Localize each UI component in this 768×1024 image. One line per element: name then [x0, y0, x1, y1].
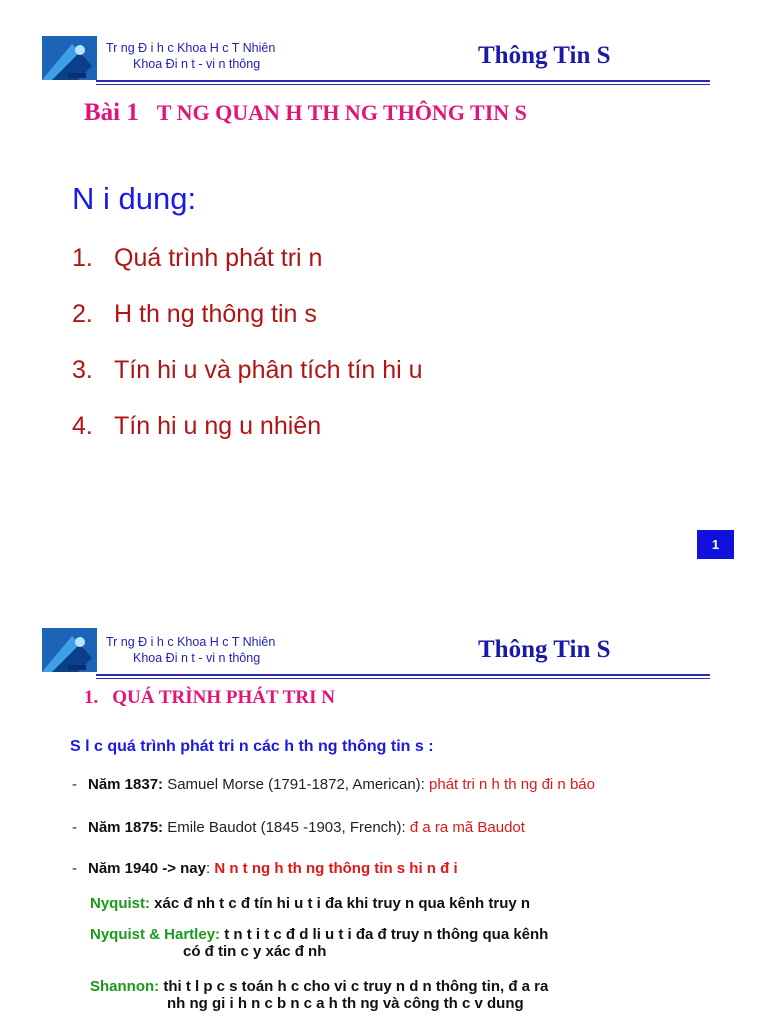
contributor-entry: Nyquist: xác đ nh t c đ tín hi u t i đa khi truy n qua kênh truy n [90, 895, 531, 912]
header-rule [96, 80, 710, 82]
contents-heading: N i dung: [72, 181, 197, 216]
toc-item: 2. H th ng thông tin s [72, 300, 317, 328]
lesson-name: T NG QUAN H TH NG THÔNG TIN S [156, 100, 527, 125]
course-brand: Thông Tin S [478, 636, 611, 663]
highlight-text: N n t ng h th ng thông tin s hi n đ i [214, 860, 458, 877]
header-rule-thin [96, 678, 710, 679]
slide-2 [0, 592, 768, 1024]
history-subheading: S l c quá trình phát tri n các h th ng thông tin s : [70, 738, 434, 755]
header-rule-thin [96, 84, 710, 85]
school-name [106, 40, 275, 72]
toc-item: 1. Quá trình phát tri n [72, 244, 323, 272]
contributor-name: Shannon: [90, 978, 160, 995]
contributor-entry: Shannon: thi t l p c s toán h c cho vi c truy n d n thông tin, đ a ra nh ng gi i h n c b n c a h th ng và công th c v dung [90, 978, 549, 1012]
university-logo-icon [42, 36, 97, 80]
contributor-entry: Nyquist & Hartley: t n t i t c đ d li u t i đa đ truy n thông qua kênh có đ tin c y xác đ nh [90, 926, 549, 960]
school-line-2: Khoa Đi n t - vi n thông [133, 57, 261, 71]
lesson-title [84, 99, 527, 127]
school-line-1: Tr ng Đ i h c Khoa H c T Nhiên [106, 635, 276, 649]
toc-item: 4. Tín hi u ng u nhiên [72, 412, 322, 440]
school-line-1: Tr ng Đ i h c Khoa H c T Nhiên [106, 41, 276, 55]
history-bullet: - Năm 1837: Samuel Morse (1791-1872, American): phát tri n h th ng đi n báo [72, 776, 595, 793]
toc-item: 3. Tín hi u và phân tích tín hi u [72, 356, 423, 384]
contributor-name: Nyquist & Hartley: [90, 926, 221, 943]
header-rule [96, 674, 710, 676]
school-line-2: Khoa Đi n t - vi n thông [133, 651, 261, 665]
highlight-text: đ a ra mã Baudot [409, 819, 525, 836]
contributor-name: Nyquist: [90, 895, 150, 912]
school-name [106, 634, 275, 666]
lesson-number: Bài 1 [84, 99, 139, 126]
year-label: Năm 1875: [88, 819, 164, 836]
highlight-text: phát tri n h th ng đi n báo [429, 776, 595, 793]
page-number-badge: 1 [697, 530, 734, 559]
year-label: Năm 1940 -> nay [88, 860, 206, 877]
course-brand: Thông Tin S [478, 42, 611, 69]
history-bullet: - Năm 1875: Emile Baudot (1845 -1903, French): đ a ra mã Baudot [72, 819, 525, 836]
section-name: QUÁ TRÌNH PHÁT TRI N [112, 687, 336, 708]
university-logo-icon [42, 628, 97, 672]
year-label: Năm 1837: [88, 776, 164, 793]
section-number: 1. [84, 687, 99, 708]
history-bullet: - Năm 1940 -> nay: N n t ng h th ng thông tin s hi n đ i [72, 860, 458, 877]
section-title [84, 687, 335, 709]
